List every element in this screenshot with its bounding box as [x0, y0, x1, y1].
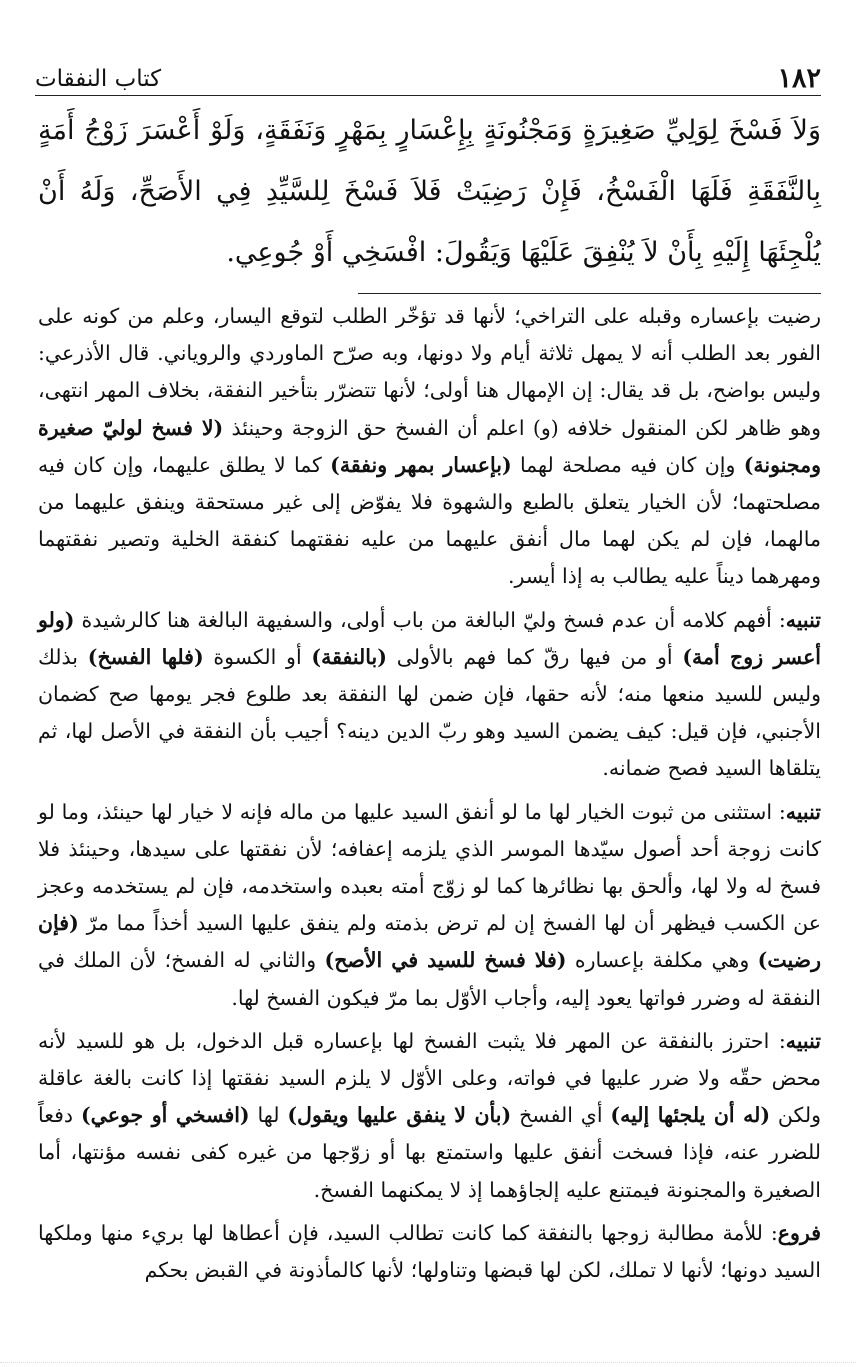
- note-label: تنبيه: [785, 1028, 821, 1053]
- text-run: دفعاً للضرر عنه، فإذا فسخت أنفق عليها واستمتع بها أو زوّجها من غيره كفى نفسه مؤنتها، أما الصغيرة والمجنونة فيمتنع عليه إلجاؤهما إذ لا يمكنهما الفسخ.: [38, 1103, 821, 1202]
- text-run: أو الكسوة: [203, 644, 312, 669]
- quoted-matn: (افسخي أو جوعي): [80, 1103, 250, 1128]
- quoted-matn: (لا فسخ لوليّ صغيرة ومجنونة): [38, 415, 821, 477]
- quoted-matn: (بالنفقة): [311, 644, 387, 669]
- note-label: تنبيه: [785, 607, 821, 632]
- page-number: ١٨٢: [777, 63, 821, 94]
- text-run: والثاني له الفسخ؛ لأن الملك في النفقة له وضرر فواتها يعود إليه، وأجاب الأوّل بما مرّ فيكون الفسخ لها.: [38, 948, 821, 1010]
- text-run: : استثنى من ثبوت الخيار لها ما لو أنفق السيد عليها من ماله فإنه لا خيار لها حينئذ، وما لو كانت زوجة أحد أصول سيّدها الموسر الذي يلزمه إعفافه؛ لأن نفقتها على سيدها، وحينئذ فلا فسخ له ولا لها، وألحق بها نظائرها كما لو زوّج أمته بعبده واستخدمه، فإن لم يستخدمه وعجز عن الكسب فيظهر أن لها الفسخ إن لم ترض بذمته ولم ينفق عليها السيد أخذاً مما مرّ: [38, 799, 821, 936]
- commentary-paragraph: [38, 1023, 821, 1209]
- text-run: : للأمة مطالبة زوجها بالنفقة كما كانت تطالب السيد، فإن أعطاها لها بريء منها وملكها السيد دونها؛ لأنها لا تملك، لكن لها قبضها وتناولها؛ لأنها كالمأذونة في القبض بحكم: [38, 1220, 821, 1283]
- page-edge: [0, 1359, 856, 1363]
- quoted-matn: (بإعسار بمهر ونفقة): [330, 452, 512, 477]
- text-run: : أفهم كلامه أن عدم فسخ وليّ البالغة من باب أولى، والسفيهة البالغة هنا كالرشيدة: [74, 607, 786, 632]
- running-title: كتاب النفقات: [35, 66, 162, 92]
- text-run: لها: [249, 1103, 288, 1128]
- page-header: [35, 55, 821, 96]
- quoted-matn: (له أن يلجئها إليه): [610, 1103, 771, 1128]
- text-run: وإن كان فيه مصلحة لهما: [511, 452, 744, 477]
- text-run: وهي مكلفة بإعساره: [566, 948, 758, 973]
- commentary-paragraph: [38, 298, 821, 596]
- quoted-matn: (فلا فسخ للسيد في الأصح): [324, 948, 567, 973]
- commentary-paragraph: [38, 602, 821, 788]
- quoted-matn: (ولو أعسر زوج أمة): [38, 607, 821, 669]
- note-label: فروع: [777, 1220, 821, 1245]
- text-run: بذلك وليس للسيد منعها منه؛ لأنه حقها، فإن ضمن لها النفقة بعد طلوع فجر يومها صح كضمان الأجنبي، فإن قيل: كيف يضمن السيد وهو ربّ الدين دينه؟ أجيب بأن النفقة في الأصل لها، ثم يتلقاها السيد فصح ضمانه.: [38, 644, 821, 781]
- text-run: أو من فيها رقّ كما فهم بالأولى: [386, 644, 683, 669]
- quoted-matn: (فإن رضيت): [38, 911, 821, 973]
- separator-rule: [358, 293, 821, 294]
- commentary-paragraph: [38, 794, 821, 1017]
- text-run: أي الفسخ: [511, 1103, 611, 1128]
- commentary: [38, 298, 821, 1295]
- quoted-matn: (بأن لا ينفق عليها ويقول): [287, 1103, 512, 1128]
- main-text: وَلاَ فَسْخَ لِوَلِيِّ صَغِيرَةٍ وَمَجْنُونَةٍ بِإِعْسَارٍ بِمَهْرٍ وَنَفَقَةٍ، وَلَوْ أَعْسَرَ زَوْجُ أَمَةٍ بِالنَّفَقَةِ فَلَهَا الْفَسْخُ، فَإِنْ رَضِيَتْ فَلاَ فَسْخَ لِلسَّيِّدِ فِي الأَصَحِّ، وَلَهُ أَنْ يُلْجِئَهَا إِلَيْهِ بِأَنْ لاَ يُنْفِقَ عَلَيْهَا وَيَقُولَ: افْسَخِي أَوْ جُوعِي.: [38, 115, 821, 268]
- text-run: كما لا يطلق عليهما، وإن كان فيه مصلحتهما؛ لأن الخيار يتعلق بالطبع والشهوة فلا يفوّض إلى غير مستحقة وينفق عليهما من مالهما، فإن لم يكن لهما مال أنفق عليهما من عليه نفقتهما كنفقة الخلية وتصير نفقتهما ومهرهما ديناً عليه يطالب به إذا أيسر.: [38, 452, 821, 589]
- quoted-matn: (فلها الفسخ): [87, 644, 204, 669]
- commentary-paragraph: [38, 1215, 821, 1289]
- text-run: : احترز بالنفقة عن المهر فلا يثبت الفسخ لها بإعساره قبل الدخول، بل هو للسيد لأنه محض حقّه ولا ضرر عليها في فواته، وعلى الأوّل لا يلزم السيد نفقتها إذا كانت بالغة عاقلة ولكن: [38, 1028, 821, 1128]
- text-run: رضيت بإعساره وقبله على التراخي؛ لأنها قد تؤخّر الطلب لتوقع اليسار، وعلم من كونه على الفور بعد الطلب أنه لا يمهل ثلاثة أيام ولا دونها، وبه صرّح الماوردي والروياني. قال الأذرعي: وليس بواضح، بل قد يقال: إن الإمهال هنا أولى؛ لأنها تتضرّر بتأخير النفقة، بخلاف المهر انتهى، وهو ظاهر لكن المنقول خلافه (و) اعلم أن الفسخ حق الزوجة وحينئذ: [38, 304, 822, 440]
- note-label: تنبيه: [785, 799, 821, 824]
